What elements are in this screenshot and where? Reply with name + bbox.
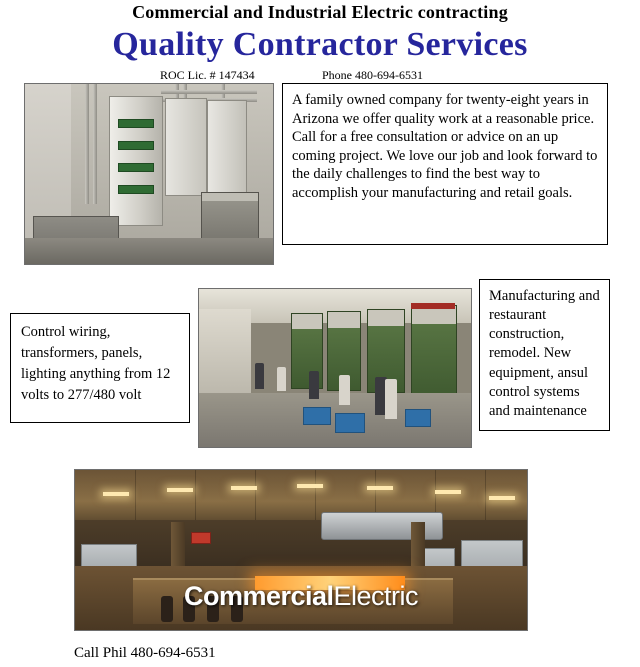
footer-call-phil: Call Phil 480-694-6531 — [74, 645, 216, 661]
ceiling-light-3 — [231, 486, 257, 490]
commercial-electric-logo — [75, 581, 527, 612]
worker-1 — [255, 363, 264, 389]
manufacturing-box — [479, 279, 610, 431]
parts-crate-2 — [335, 413, 365, 433]
panel-green-bar-2 — [118, 141, 154, 150]
parts-crate-3 — [405, 409, 431, 427]
worker-6 — [385, 379, 397, 419]
logo-thin-text: Electric — [333, 581, 419, 611]
press-top-3 — [368, 310, 404, 326]
kitchen-ceiling — [75, 470, 527, 522]
panel-cabinet-main — [109, 96, 163, 226]
control-wiring-text: Control wiring, transformers, panels, lighting anything from 12 volts to 277/480 volt — [21, 324, 171, 404]
parts-crate-1 — [303, 407, 331, 425]
ceiling-grid-3 — [255, 470, 256, 522]
logo-bold-text: Commercial — [183, 581, 334, 611]
conduit-1 — [85, 84, 89, 204]
kitchen-back-wall — [75, 520, 527, 570]
press-top-2 — [328, 312, 360, 328]
conduit-2 — [93, 84, 97, 204]
press-red-stripe — [411, 303, 455, 309]
panel-green-bar-3 — [118, 163, 154, 172]
panel-cabinet-2 — [165, 98, 207, 196]
ceiling-light-5 — [367, 486, 393, 490]
ceiling-light-6 — [435, 490, 461, 494]
worker-2 — [277, 367, 286, 391]
ceiling-grid-1 — [135, 470, 136, 522]
about-company-text: A family owned company for twenty-eight years in Arizona we offer quality work at a reasonable price. Call for a free consultation or advice on an up coming project. We love our job and look forward to the daily challenges to find the best way to accomplish your manufacturing and retail goals. — [292, 92, 598, 201]
about-company-box — [282, 83, 608, 245]
ceiling-grid-7 — [485, 470, 486, 522]
press-top-1 — [292, 314, 322, 329]
photo-commercial-kitchen — [74, 469, 528, 631]
conduit-horizontal-1 — [161, 90, 257, 94]
ceiling-light-4 — [297, 484, 323, 488]
ceiling-light-7 — [489, 496, 515, 500]
panel-cabinet-3 — [207, 100, 247, 194]
worker-3 — [309, 371, 319, 399]
worker-4 — [339, 375, 350, 405]
manufacturing-text: Manufacturing and restaurant construction, remodel. New equipment, ansul control systems and maintenance — [489, 288, 600, 419]
license-number: ROC Lic. # 147434 — [160, 68, 255, 82]
exit-sign — [191, 532, 211, 544]
control-wiring-box — [10, 313, 190, 423]
panel-green-bar-1 — [118, 119, 154, 128]
photo-factory-floor — [198, 288, 472, 448]
ceiling-grid-2 — [195, 470, 196, 522]
header-phone: Phone 480-694-6531 — [322, 68, 423, 82]
panel-green-bar-4 — [118, 185, 154, 194]
page-title: Quality Contractor Services — [112, 26, 528, 63]
ceiling-light-2 — [167, 488, 193, 492]
ceiling-light-1 — [103, 492, 129, 496]
press-machine-4 — [411, 305, 457, 399]
photo-electrical-panels — [24, 83, 274, 265]
transformer-top — [202, 193, 258, 201]
panel-room-floor — [25, 238, 273, 264]
ceiling-grid-4 — [315, 470, 316, 522]
tagline: Commercial and Industrial Electric contracting — [132, 2, 508, 22]
